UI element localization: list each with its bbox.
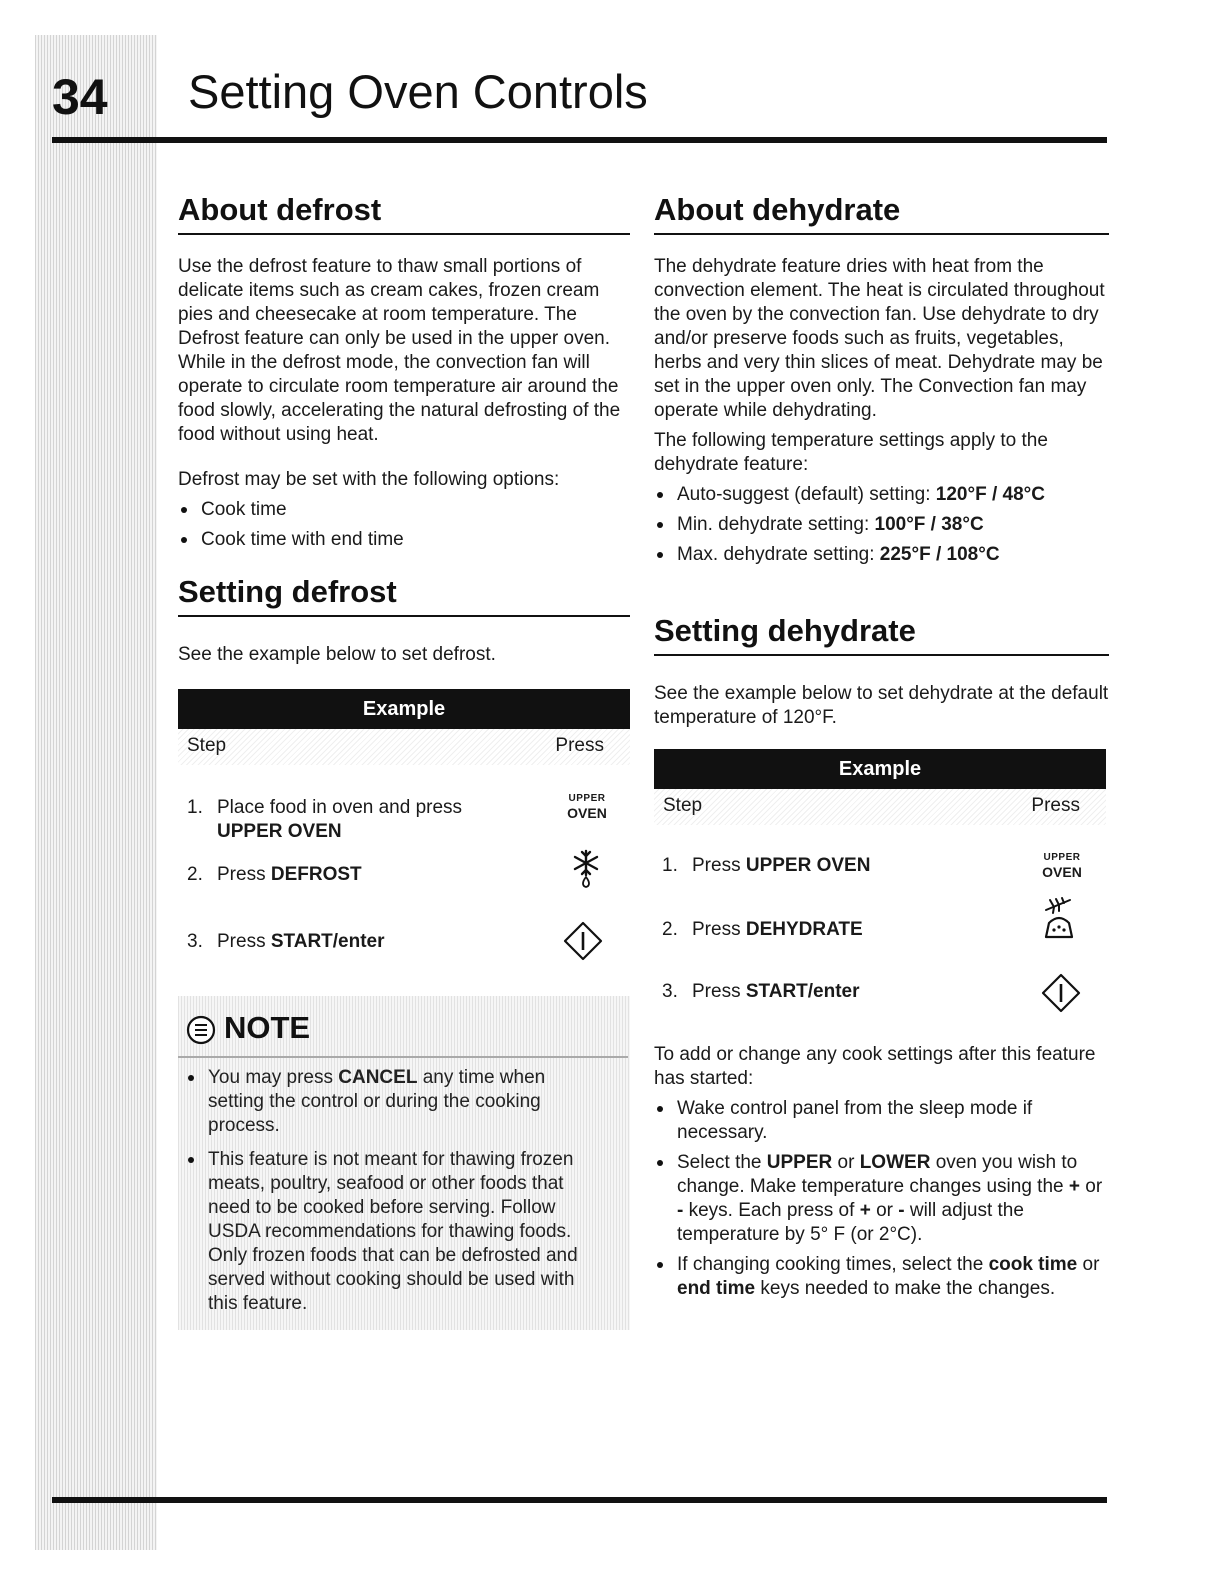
note-rule <box>178 1056 628 1058</box>
about-defrost-section <box>178 192 630 552</box>
step-key-name: START/enter <box>745 981 860 1002</box>
step-instruction: Press <box>692 919 741 940</box>
setting-defrost-intro: See the example below to set defrost. <box>178 644 496 665</box>
dehydrate-icon[interactable] <box>1040 897 1078 941</box>
temp-value: 120°F / 48°C <box>935 484 1045 505</box>
list-item: Cook time with end time <box>178 528 630 552</box>
about-dehydrate-section <box>654 192 1109 567</box>
side-strip <box>35 35 157 1550</box>
setting-dehydrate-heading: Setting dehydrate <box>654 613 1109 656</box>
defrost-intro: Use the defrost feature to thaw small portions of delicate items such as cream cakes, frozen cream pies and cheesecake at room temperature. The Defrost feature can only be used in the upper oven. While in the defrost mode, the convection fan will operate to circulate room temperature air around the food slowly, accelerating the natural defrosting of the food without using heat. <box>178 256 621 445</box>
defrost-icon[interactable] <box>568 848 604 890</box>
minus-key-name: - <box>677 1200 684 1221</box>
note-heading <box>186 1010 310 1046</box>
step-number: 3. <box>187 931 203 952</box>
change-text: will adjust the temperature by 5° F (or 2°C). <box>677 1200 1024 1245</box>
step-number: 3. <box>662 981 678 1002</box>
step-key-name: DEFROST <box>270 864 362 885</box>
note-text: You may press <box>208 1067 339 1088</box>
change-text: keys needed to make the changes. <box>755 1278 1056 1299</box>
note-box <box>178 996 630 1330</box>
step-column-header: Step <box>663 795 703 816</box>
upper-oven-key[interactable] <box>1037 853 1087 879</box>
step-instruction: Press <box>217 931 266 952</box>
step-text <box>692 854 870 878</box>
setting-defrost-section <box>178 574 630 667</box>
step-text <box>217 930 385 954</box>
list-item <box>654 1151 1109 1247</box>
step-key-name: UPPER OVEN <box>217 821 342 842</box>
list-item <box>654 483 1109 507</box>
step-number: 2. <box>662 919 678 940</box>
step-column-header: Step <box>187 735 227 756</box>
defrost-table-header <box>178 729 630 765</box>
list-item <box>654 513 1109 537</box>
change-text: oven you wish to change. Make temperature changes using the <box>677 1152 1078 1197</box>
defrost-options-list <box>178 498 630 552</box>
change-text: or <box>832 1152 860 1173</box>
change-text: or <box>870 1200 899 1221</box>
end-time-key-name: end time <box>677 1278 756 1299</box>
page-title: Setting Oven Controls <box>188 65 648 118</box>
temp-label: Max. dehydrate setting: <box>677 544 880 565</box>
note-icon <box>186 1015 216 1045</box>
note-text: any time when setting the control or during the cooking process. <box>208 1067 546 1136</box>
step-instruction: Press <box>692 855 741 876</box>
setting-dehydrate-section <box>654 613 1109 730</box>
change-text: keys. Each press of <box>683 1200 860 1221</box>
temp-value: 100°F / 38°C <box>874 514 984 535</box>
oven-label: OVEN <box>1042 864 1082 880</box>
temp-label: Auto-suggest (default) setting: <box>677 484 936 505</box>
step-text <box>217 863 362 887</box>
setting-dehydrate-intro: See the example below to set dehydrate at the default temperature of 120°F. <box>654 683 1109 728</box>
step-number: 1. <box>187 797 203 818</box>
list-item: Cook time <box>178 498 630 522</box>
change-text: Select the <box>677 1152 767 1173</box>
about-dehydrate-heading: About dehydrate <box>654 192 1109 235</box>
list-item <box>654 1253 1109 1301</box>
page-number: 34 <box>52 69 108 125</box>
start-enter-icon[interactable] <box>563 921 603 961</box>
step-text <box>692 980 860 1004</box>
dehydrate-example-title: Example <box>654 749 1106 789</box>
change-text: or <box>1077 1254 1100 1275</box>
plus-key-name: + <box>1068 1176 1080 1197</box>
step-key-name: DEHYDRATE <box>745 919 863 940</box>
about-defrost-heading: About defrost <box>178 192 630 235</box>
change-intro: To add or change any cook settings after this feature has started: <box>654 1044 1096 1089</box>
note-title: NOTE <box>224 1010 311 1045</box>
defrost-example-title: Example <box>178 689 630 729</box>
defrost-options-intro: Defrost may be set with the following options: <box>178 469 560 490</box>
lower-key-name: LOWER <box>859 1152 931 1173</box>
step-text <box>217 796 462 844</box>
press-column-header: Press <box>1031 795 1080 816</box>
oven-label: OVEN <box>567 805 607 821</box>
step-instruction: Press <box>217 864 266 885</box>
step-number: 1. <box>662 855 678 876</box>
step-instruction: Press <box>692 981 741 1002</box>
upper-oven-key[interactable] <box>562 794 612 820</box>
step-instruction: Place food in oven and press <box>217 797 463 818</box>
step-number: 2. <box>187 864 203 885</box>
change-settings-section <box>654 1043 1109 1301</box>
upper-label: UPPER <box>568 793 606 804</box>
minus-key-name: - <box>898 1200 905 1221</box>
temp-value: 225°F / 108°C <box>879 544 1000 565</box>
footer-rule <box>52 1497 1107 1503</box>
list-item: Wake control panel from the sleep mode if necessary. <box>654 1097 1109 1145</box>
temp-label: Min. dehydrate setting: <box>677 514 875 535</box>
note-list <box>186 1066 606 1326</box>
change-list <box>654 1097 1109 1301</box>
plus-key-name: + <box>859 1200 871 1221</box>
temps-intro: The following temperature settings apply to the dehydrate feature: <box>654 430 1048 475</box>
start-enter-icon[interactable] <box>1041 973 1081 1013</box>
temps-list <box>654 483 1109 567</box>
press-column-header: Press <box>555 735 604 756</box>
dehydrate-intro: The dehydrate feature dries with heat from the convection element. The heat is circulated throughout the oven by the convection fan. Use dehydrate to dry and/or preserve foods such as fruits, vegetables, herbs and very thin slices of meat. Dehydrate may be set in the upper oven only. The Convection fan may operate while dehydrating. <box>654 256 1105 421</box>
list-item <box>654 543 1109 567</box>
upper-key-name: UPPER <box>766 1152 833 1173</box>
cancel-key-name: CANCEL <box>338 1067 418 1088</box>
step-key-name: START/enter <box>270 931 385 952</box>
setting-defrost-heading: Setting defrost <box>178 574 630 617</box>
upper-label: UPPER <box>1043 852 1081 863</box>
cook-time-key-name: cook time <box>988 1254 1078 1275</box>
step-key-name: UPPER OVEN <box>745 855 871 876</box>
dehydrate-table-header <box>654 789 1106 825</box>
list-item <box>186 1066 606 1138</box>
change-text: or <box>1079 1176 1103 1197</box>
header-rule <box>52 137 1107 143</box>
step-text <box>692 918 863 942</box>
list-item: This feature is not meant for thawing frozen meats, poultry, seafood or other foods that need to be cooked before serving. Follow USDA recommendations for thawing foods. Only frozen foods that can be defrosted and served without cooking should be used with this feature. <box>186 1148 606 1316</box>
change-text: If changing cooking times, select the <box>677 1254 989 1275</box>
